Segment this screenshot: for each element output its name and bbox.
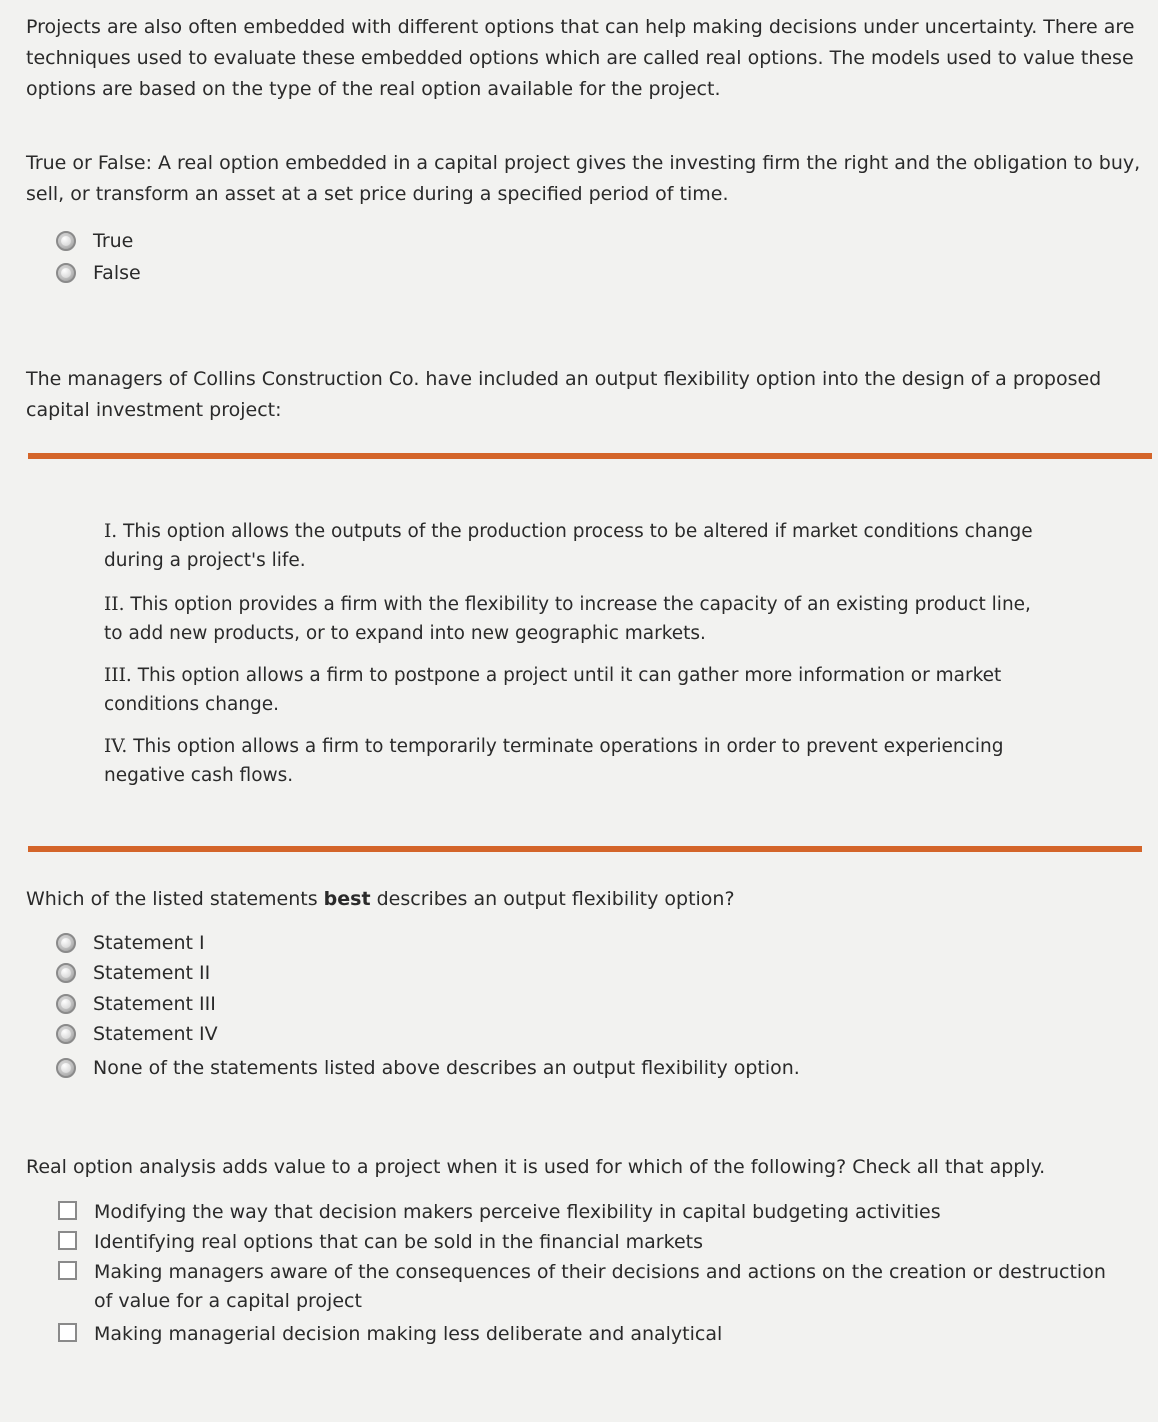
option-label: Making managerial decision making less deliberate and analytical	[94, 1323, 723, 1345]
radio-icon[interactable]	[56, 263, 76, 283]
option-label: Statement IV	[93, 1023, 218, 1045]
option-label: False	[93, 262, 141, 284]
q3-option-1[interactable]	[58, 1198, 941, 1227]
option-label: Modifying the way that decision makers perceive flexibility in capital budgeting activities	[94, 1201, 941, 1223]
option-label: Making managers aware of the consequences of their decisions and actions on the creation or destruction of value for a capital project	[94, 1261, 1106, 1312]
checkbox-icon[interactable]	[58, 1323, 77, 1342]
statement-2	[104, 590, 1034, 648]
q1-option-false[interactable]	[56, 262, 141, 284]
q2-option-statement-1[interactable]	[56, 932, 205, 954]
statement-3	[104, 661, 1034, 719]
option-label: Statement III	[93, 993, 216, 1015]
q2-option-statement-3[interactable]	[56, 993, 216, 1015]
q1-option-true[interactable]	[56, 230, 133, 252]
divider-top	[28, 453, 1152, 459]
q2-question	[26, 884, 1148, 915]
q3-option-3[interactable]	[58, 1258, 1118, 1316]
radio-icon[interactable]	[56, 1024, 76, 1044]
q3-option-2[interactable]	[58, 1228, 703, 1257]
statement-text: This option allows the outputs of the production process to be altered if market conditions change during a project's life.	[104, 521, 1033, 571]
statement-numeral: II.	[104, 594, 125, 615]
option-label: True	[93, 230, 134, 252]
radio-icon[interactable]	[56, 994, 76, 1014]
statement-text: This option provides a firm with the flexibility to increase the capacity of an existing product line, to add new products, or to expand into new geographic markets.	[104, 594, 1031, 644]
q3-option-4[interactable]	[58, 1320, 722, 1349]
q2-option-statement-2[interactable]	[56, 962, 210, 984]
q1-prompt: True or False: A real option embedded in a capital project gives the investing firm the right and the obligation to buy, sell, or transform an asset at a set price during a specified period of time.	[26, 152, 1141, 205]
question-emphasis: best	[323, 888, 371, 910]
q2-option-none[interactable]	[56, 1057, 800, 1079]
statement-text: This option allows a firm to postpone a project until it can gather more information or market conditions change.	[104, 665, 1002, 715]
option-label: Statement I	[93, 932, 205, 954]
radio-icon[interactable]	[56, 963, 76, 983]
statement-1	[104, 517, 1034, 575]
q3-prompt: Real option analysis adds value to a project when it is used for which of the following? Check all that apply.	[26, 1156, 1046, 1178]
statement-numeral: III.	[104, 665, 132, 686]
intro-paragraph: Projects are also often embedded with different options that can help making decisions under uncertainty. There are techniques used to evaluate these embedded options which are called real options. The models used to value these options are based on the type of the real option available for the project.	[26, 16, 1135, 100]
option-label: Identifying real options that can be sold in the financial markets	[94, 1231, 703, 1253]
checkbox-icon[interactable]	[58, 1231, 77, 1250]
radio-icon[interactable]	[56, 933, 76, 953]
q2-setup: The managers of Collins Construction Co. have included an output flexibility option into the design of a proposed capital investment project:	[26, 368, 1102, 421]
option-label: Statement II	[93, 962, 211, 984]
checkbox-icon[interactable]	[58, 1201, 77, 1220]
option-label: None of the statements listed above describes an output flexibility option.	[93, 1057, 800, 1079]
radio-icon[interactable]	[56, 231, 76, 251]
checkbox-icon[interactable]	[58, 1261, 77, 1280]
q2-option-statement-4[interactable]	[56, 1023, 218, 1045]
statement-4	[104, 732, 1034, 790]
divider-bottom	[28, 846, 1142, 852]
question-text: Which of the listed statements	[26, 888, 324, 910]
statement-numeral: I.	[104, 521, 118, 542]
statement-text: This option allows a firm to temporarily terminate operations in order to prevent experiencing negative cash flows.	[104, 736, 1004, 786]
question-text: describes an output flexibility option?	[370, 888, 735, 910]
statement-numeral: IV.	[104, 736, 128, 757]
radio-icon[interactable]	[56, 1058, 76, 1078]
